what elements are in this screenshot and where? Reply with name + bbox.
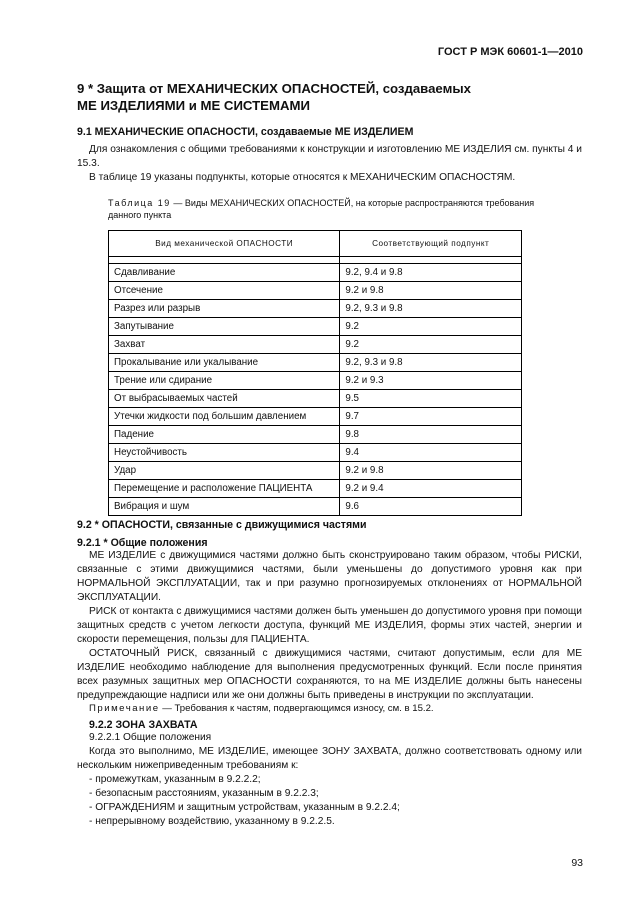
hazards-table [108, 230, 522, 516]
paragraph-9-2-1-a: МЕ ИЗДЕЛИЕ с движущимися частями должно быть сконструировано таким образом, чтобы РИСКИ, связанные с этими движущимися частями, были уменьшены до допустимого уровня как при НОРМАЛЬНОЙ ЭКСПЛУАТАЦИИ, так и при разумно прогнозируемых отклонениях от НОРМАЛЬНОЙ ЭКСПЛУАТАЦИИ. [77, 550, 582, 603]
table-row [109, 390, 522, 408]
table-cell-hazard: Отсечение [109, 282, 340, 300]
paragraph-9-2-1-b: РИСК от контакта с движущимися частями должен быть уменьшен до допустимого уровня при помощи защитных средств с учетом легкости доступа, функций МЕ ИЗДЕЛИЯ, формы этих частей, энергии и скорости перемещения, пользы для ПАЦИЕНТА. [77, 606, 582, 645]
paragraph-9-1-table-ref: В таблице 19 указаны подпункты, которые относятся к МЕХАНИЧЕСКИМ ОПАСНОСТЯМ. [89, 172, 516, 183]
paragraph-9-2-1-c: ОСТАТОЧНЫЙ РИСК, связанный с движущимися частями, считают допустимым, если для МЕ ИЗДЕЛИЕ необходимо наблюдение для выполнения предусмотренных функций. Если после принятия всех разумных защитных мер ОПАСНОСТИ сохраняются, то на МЕ ИЗДЕЛИЕ должны быть нанесены предупреждающие надписи или же они должны быть приведены в инструкции по эксплуатации. [77, 648, 582, 701]
table-row [109, 354, 522, 372]
table-row [109, 480, 522, 498]
table-header-clause: Соответствующий подпункт [340, 231, 522, 257]
table-row [109, 264, 522, 282]
table-cell-clause: 9.2, 9.4 и 9.8 [340, 264, 522, 282]
table-header-row [109, 231, 522, 257]
paragraph-9-1-intro: Для ознакомления с общими требованиями к конструкции и изготовлению МЕ ИЗДЕЛИЯ см. пункты 4 и 15.3. [77, 144, 582, 169]
table-row [109, 444, 522, 462]
table-row [109, 300, 522, 318]
table-row [109, 498, 522, 516]
table-cell-hazard: Прокалывание или укалывание [109, 354, 340, 372]
table-cell-hazard: Захват [109, 336, 340, 354]
table-cell-hazard: Падение [109, 426, 340, 444]
table-cell-hazard: Запутывание [109, 318, 340, 336]
table-cell-clause: 9.2, 9.3 и 9.8 [340, 354, 522, 372]
table-cell-hazard: Удар [109, 462, 340, 480]
paragraph-9-2-2-1: Когда это выполнимо, МЕ ИЗДЕЛИЕ, имеющее ЗОНУ ЗАХВАТА, должно соответствовать одному или нескольким нижеприведенным требованиям к: [77, 746, 582, 771]
table-cell-hazard: Перемещение и расположение ПАЦИЕНТА [109, 480, 340, 498]
table-row [109, 282, 522, 300]
section-title [77, 80, 547, 114]
list-item: - ОГРАЖДЕНИЯМ и защитным устройствам, указанным в 9.2.2.4; [89, 802, 400, 813]
section-title-line1: 9 * Защита от МЕХАНИЧЕСКИХ ОПАСНОСТЕЙ, создаваемых [77, 81, 471, 96]
list-item: - непрерывному воздействию, указанному в 9.2.2.5. [89, 816, 335, 827]
table-cell-hazard: Вибрация и шум [109, 498, 340, 516]
table-cell-clause: 9.4 [340, 444, 522, 462]
note [77, 702, 582, 716]
table-cell-hazard: Сдавливание [109, 264, 340, 282]
table-cell-clause: 9.6 [340, 498, 522, 516]
subsection-9-1-title: 9.1 МЕХАНИЧЕСКИЕ ОПАСНОСТИ, создаваемые МЕ ИЗДЕЛИЕМ [77, 126, 414, 138]
table-cell-hazard: От выбрасываемых частей [109, 390, 340, 408]
table-cell-clause: 9.2 [340, 318, 522, 336]
table-row [109, 426, 522, 444]
subsection-9-2-2-title: 9.2.2 ЗОНА ЗАХВАТА [89, 719, 198, 731]
table-cell-hazard: Неустойчивость [109, 444, 340, 462]
table-row [109, 336, 522, 354]
section-title-line2: МЕ ИЗДЕЛИЯМИ и МЕ СИСТЕМАМИ [77, 98, 310, 113]
table-cell-clause: 9.7 [340, 408, 522, 426]
note-text: — Требования к частям, подвергающимся износу, см. в 15.2. [159, 703, 434, 714]
table-row [109, 372, 522, 390]
document-header: ГОСТ Р МЭК 60601-1—2010 [437, 46, 583, 58]
list-item: - промежуткам, указанным в 9.2.2.2; [89, 774, 261, 785]
table-row [109, 462, 522, 480]
table-cell-clause: 9.2 и 9.3 [340, 372, 522, 390]
table-row [109, 318, 522, 336]
table-cell-clause: 9.2, 9.3 и 9.8 [340, 300, 522, 318]
table-cell-clause: 9.5 [340, 390, 522, 408]
table-cell-clause: 9.2 и 9.8 [340, 282, 522, 300]
subsection-9-2-2-1-title: 9.2.2.1 Общие положения [89, 732, 212, 743]
table-cell-clause: 9.2 [340, 336, 522, 354]
note-label: Примечание [89, 703, 160, 714]
table-cell-clause: 9.8 [340, 426, 522, 444]
list-item: - безопасным расстояниям, указанным в 9.2.2.3; [89, 788, 319, 799]
table-cell-clause: 9.2 и 9.4 [340, 480, 522, 498]
table-caption [108, 197, 548, 221]
table-body [109, 257, 522, 516]
table-cell-clause: 9.2 и 9.8 [340, 462, 522, 480]
table-header-hazard: Вид механической ОПАСНОСТИ [109, 231, 340, 257]
subsection-9-2-1-title: 9.2.1 * Общие положения [77, 537, 208, 549]
table-cell-hazard: Утечки жидкости под большим давлением [109, 408, 340, 426]
table-cell-hazard: Разрез или разрыв [109, 300, 340, 318]
table-row [109, 408, 522, 426]
subsection-9-2-title: 9.2 * ОПАСНОСТИ, связанные с движущимися частями [77, 519, 367, 531]
table-caption-label: Таблица 19 [108, 198, 171, 208]
page-number: 93 [571, 857, 583, 869]
table-caption-text: — Виды МЕХАНИЧЕСКИХ ОПАСНОСТЕЙ, на которые распространяются требования данного пункта [108, 198, 535, 220]
table-cell-hazard: Трение или сдирание [109, 372, 340, 390]
